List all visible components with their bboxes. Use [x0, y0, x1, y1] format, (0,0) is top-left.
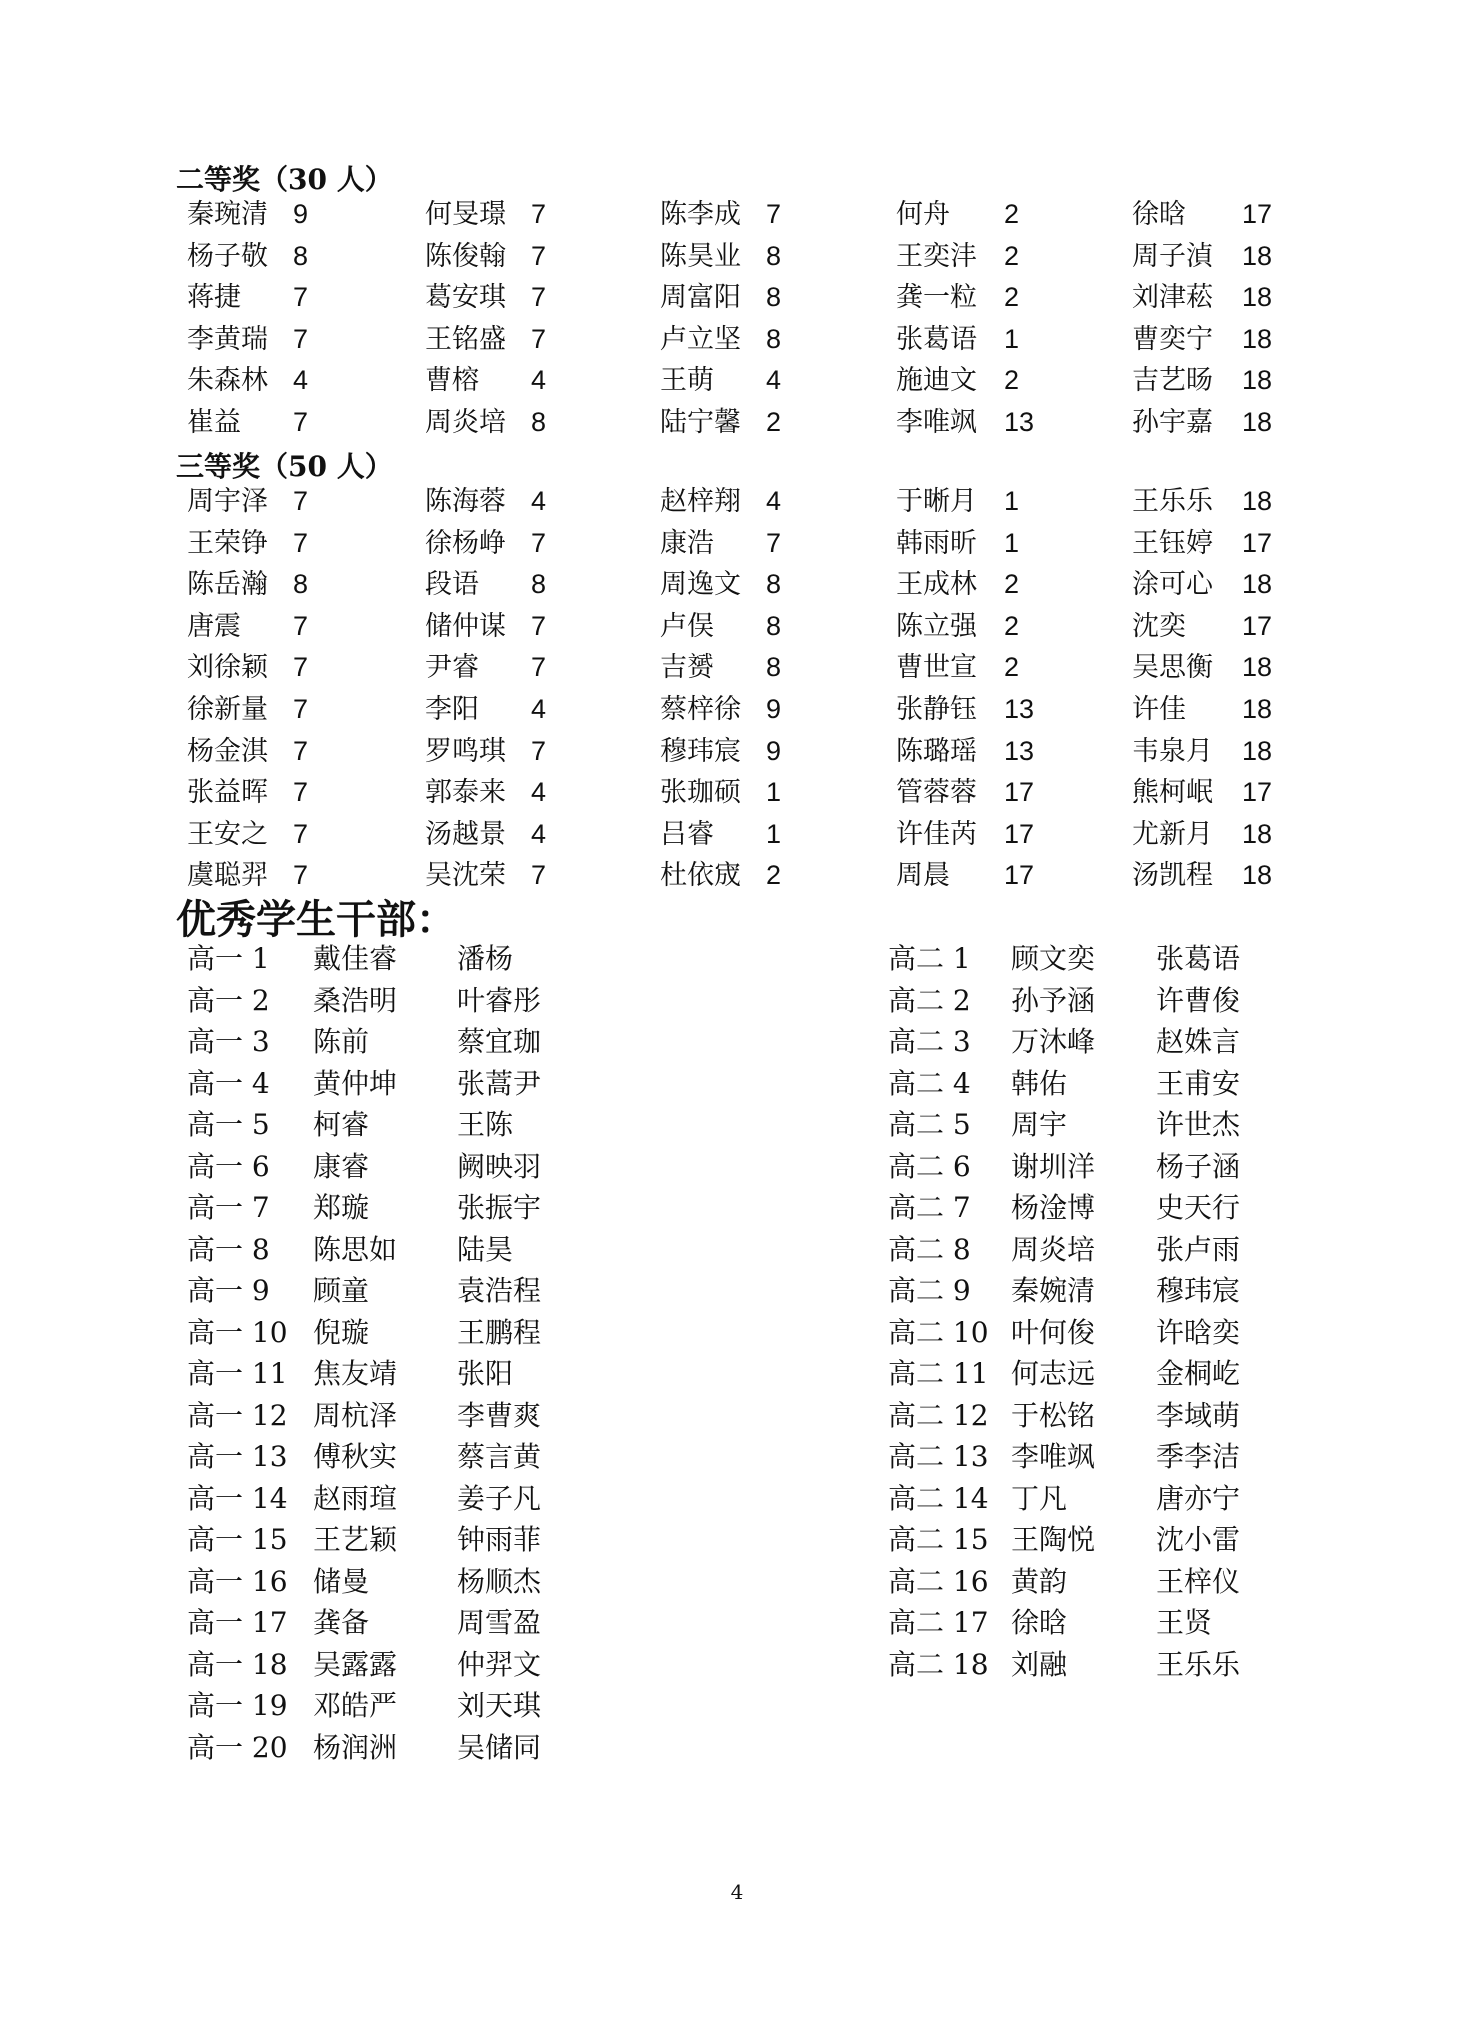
cadre-name: 张卢雨: [1156, 1232, 1241, 1266]
class-number: 7: [293, 486, 309, 516]
class-number: 7: [293, 693, 309, 724]
class-label: 高一 8: [187, 1232, 270, 1266]
student-name: 管蓉蓉: [896, 777, 977, 809]
class-number: 7: [293, 527, 309, 558]
student-name: 朱森林: [187, 365, 268, 397]
cadre-name: 王乐乐: [1156, 1647, 1241, 1681]
class-label: 高一 10: [187, 1315, 288, 1349]
cadre-name: 黄仲坤: [313, 1066, 398, 1100]
class-number: 18: [1242, 818, 1273, 849]
cadre-name: 吴露露: [313, 1647, 398, 1681]
student-name: 吴思衡: [1132, 652, 1213, 684]
class-number: 18: [1242, 406, 1273, 437]
cadre-name: 周雪盈: [457, 1606, 542, 1639]
student-name: 赵梓翔: [660, 486, 741, 517]
cadre-name: 陈前: [313, 1025, 370, 1058]
student-name: 何舟: [896, 199, 950, 230]
class-number: 13: [1004, 735, 1035, 766]
student-name: 曹世宣: [896, 652, 977, 684]
student-name: 吕睿: [660, 818, 714, 850]
cadre-name: 秦婉清: [1011, 1274, 1096, 1307]
class-number: 4: [531, 818, 547, 849]
class-label: 高一 9: [187, 1274, 270, 1307]
class-label: 高二 9: [888, 1274, 971, 1307]
class-number: 7: [293, 777, 309, 808]
class-number: 17: [1004, 860, 1035, 891]
class-number: 7: [293, 282, 309, 313]
class-number: 8: [293, 240, 309, 271]
student-name: 周逸文: [660, 569, 741, 601]
student-name: 周富阳: [660, 282, 741, 314]
class-number: 2: [1004, 610, 1020, 641]
class-number: 8: [766, 652, 782, 683]
student-name: 卢俣: [660, 610, 714, 642]
cadre-name: 唐亦宁: [1156, 1481, 1241, 1515]
cadre-name: 刘天琪: [457, 1689, 542, 1722]
cadre-name: 韩佑: [1011, 1066, 1068, 1100]
page-number: 4: [730, 1880, 744, 1904]
student-name: 尹睿: [425, 652, 479, 684]
student-name: 陈岳瀚: [187, 569, 268, 601]
cadre-name: 吴储同: [457, 1730, 542, 1764]
student-name: 王成林: [896, 569, 977, 601]
class-number: 18: [1242, 652, 1273, 683]
student-name: 徐杨峥: [425, 527, 506, 559]
student-name: 刘徐颖: [187, 652, 268, 684]
cadre-name: 许世杰: [1156, 1108, 1241, 1141]
cadre-name: 杨淦博: [1011, 1191, 1096, 1224]
student-name: 陈李成: [660, 199, 741, 230]
class-number: 13: [1004, 693, 1035, 724]
class-number: 4: [531, 486, 547, 516]
cadre-name: 钟雨菲: [457, 1523, 542, 1556]
class-label: 高一 18: [187, 1647, 288, 1681]
student-name: 陈俊翰: [425, 240, 506, 272]
class-number: 17: [1004, 818, 1035, 849]
student-name: 段语: [425, 569, 479, 601]
student-name: 杨金淇: [187, 735, 268, 767]
class-number: 8: [766, 569, 782, 600]
cadre-name: 桑浩明: [313, 983, 398, 1017]
student-name: 徐新量: [187, 693, 268, 725]
class-number: 7: [531, 652, 547, 683]
student-name: 杜依宬: [660, 860, 741, 892]
student-name: 卢立坚: [660, 323, 741, 355]
cadre-name: 叶睿彤: [457, 983, 542, 1017]
student-name: 涂可心: [1132, 569, 1213, 601]
student-name: 汤凯程: [1132, 860, 1213, 892]
class-number: 18: [1242, 323, 1273, 354]
cadre-name: 袁浩程: [457, 1274, 542, 1307]
student-name: 尤新月: [1132, 818, 1213, 850]
student-name: 王铭盛: [425, 323, 506, 355]
student-name: 陈昊业: [660, 240, 741, 272]
cadre-name: 周杭泽: [313, 1398, 398, 1432]
class-number: 9: [293, 199, 309, 229]
student-name: 曹榕: [425, 365, 479, 397]
class-label: 高一 16: [187, 1564, 288, 1598]
class-number: 1: [766, 818, 782, 849]
cadre-name: 史天行: [1156, 1191, 1241, 1224]
cadre-name: 王甫安: [1156, 1066, 1241, 1100]
class-number: 7: [531, 860, 547, 891]
class-label: 高一 5: [187, 1108, 270, 1141]
class-label: 高二 3: [888, 1025, 971, 1058]
class-number: 8: [531, 406, 547, 437]
class-number: 8: [293, 569, 309, 600]
class-number: 18: [1242, 240, 1273, 271]
cadre-name: 沈小雷: [1156, 1523, 1241, 1556]
class-label: 高二 6: [888, 1149, 971, 1183]
class-number: 7: [766, 527, 782, 558]
class-label: 高二 12: [888, 1398, 989, 1432]
class-number: 17: [1242, 199, 1273, 229]
cadre-name: 穆玮宸: [1156, 1274, 1241, 1307]
cadre-name: 柯睿: [313, 1108, 370, 1141]
cadre-name: 王贤: [1156, 1606, 1213, 1639]
cadre-name: 李曹爽: [457, 1398, 542, 1432]
student-name: 曹奕宁: [1132, 323, 1213, 355]
class-number: 7: [531, 282, 547, 313]
cadre-name: 王艺颖: [313, 1523, 398, 1556]
class-label: 高一 13: [187, 1440, 288, 1473]
class-number: 18: [1242, 693, 1273, 724]
class-label: 高二 13: [888, 1440, 989, 1473]
class-number: 4: [531, 693, 547, 724]
class-label: 高一 19: [187, 1689, 288, 1722]
class-number: 2: [1004, 199, 1020, 229]
student-name: 汤越景: [425, 818, 506, 850]
cadre-name: 何志远: [1011, 1357, 1096, 1390]
student-name: 蒋捷: [187, 282, 241, 314]
cadre-name: 姜子凡: [457, 1481, 542, 1515]
cadre-name: 陆昊: [457, 1232, 514, 1266]
class-number: 2: [1004, 569, 1020, 600]
student-name: 孙宇嘉: [1132, 406, 1213, 438]
student-name: 陈立强: [896, 610, 977, 642]
cadre-name: 许晗奕: [1156, 1315, 1241, 1349]
class-number: 7: [293, 406, 309, 437]
cadre-name: 周宇: [1011, 1108, 1068, 1141]
cadre-name: 李唯飒: [1011, 1440, 1096, 1473]
student-name: 沈奕: [1132, 610, 1186, 642]
student-name: 虞聪羿: [187, 860, 268, 892]
third-prize-heading: 三等奖（50 人）: [176, 450, 393, 483]
class-number: 7: [531, 735, 547, 766]
class-number: 18: [1242, 282, 1273, 313]
student-name: 秦琬清: [187, 199, 268, 230]
cadre-name: 陈思如: [313, 1232, 398, 1266]
cadre-name: 顾童: [313, 1274, 370, 1307]
class-label: 高二 18: [888, 1647, 989, 1681]
student-name: 李唯飒: [896, 406, 977, 438]
class-number: 7: [531, 199, 547, 229]
student-name: 唐震: [187, 610, 241, 642]
class-number: 7: [766, 199, 782, 229]
cadre-name: 孙予涵: [1011, 983, 1096, 1017]
class-number: 17: [1242, 777, 1273, 808]
class-number: 2: [1004, 652, 1020, 683]
class-label: 高二 1: [888, 942, 971, 975]
cadre-name: 倪璇: [313, 1315, 370, 1349]
class-number: 18: [1242, 735, 1273, 766]
student-name: 周子湞: [1132, 240, 1213, 272]
class-number: 7: [293, 818, 309, 849]
student-name: 李黄瑞: [187, 323, 268, 355]
class-number: 8: [766, 282, 782, 313]
cadre-name: 杨润洲: [313, 1730, 398, 1764]
student-name: 施迪文: [896, 365, 977, 397]
class-number: 17: [1004, 777, 1035, 808]
student-name: 王乐乐: [1132, 486, 1213, 517]
class-number: 7: [293, 735, 309, 766]
class-label: 高一 7: [187, 1191, 270, 1224]
student-name: 杨子敬: [187, 240, 268, 272]
class-number: 1: [1004, 527, 1020, 558]
cadre-name: 张阳: [457, 1357, 514, 1390]
student-name: 许佳: [1132, 693, 1186, 725]
cadre-name: 李域萌: [1156, 1398, 1241, 1432]
class-label: 高一 2: [187, 983, 270, 1017]
class-number: 4: [766, 486, 782, 516]
student-name: 王钰婷: [1132, 527, 1213, 559]
outstanding-cadres-heading: 优秀学生干部：: [176, 897, 456, 943]
cadre-name: 万沐峰: [1011, 1025, 1096, 1058]
student-name: 许佳芮: [896, 818, 977, 850]
student-name: 周宇泽: [187, 486, 268, 517]
cadre-name: 刘融: [1011, 1647, 1068, 1681]
student-name: 罗鸣琪: [425, 735, 506, 767]
class-label: 高一 6: [187, 1149, 270, 1183]
class-label: 高一 12: [187, 1398, 288, 1432]
cadre-name: 谢圳洋: [1011, 1149, 1096, 1183]
student-name: 韩雨昕: [896, 527, 977, 559]
cadre-name: 丁凡: [1011, 1481, 1068, 1515]
cadre-name: 储曼: [313, 1564, 370, 1598]
class-number: 9: [766, 693, 782, 724]
student-name: 郭泰来: [425, 777, 506, 809]
class-number: 1: [1004, 323, 1020, 354]
cadre-name: 王鹏程: [457, 1315, 542, 1349]
cadre-name: 杨子涵: [1156, 1149, 1241, 1183]
cadre-name: 王陈: [457, 1108, 514, 1141]
student-name: 吉赟: [660, 652, 714, 684]
cadre-name: 康睿: [313, 1149, 370, 1183]
cadre-name: 张振宇: [457, 1191, 542, 1224]
cadre-name: 潘杨: [457, 942, 514, 975]
student-name: 陆宁馨: [660, 406, 741, 438]
class-number: 8: [766, 323, 782, 354]
class-number: 18: [1242, 569, 1273, 600]
class-label: 高二 14: [888, 1481, 989, 1515]
student-name: 葛安琪: [425, 282, 506, 314]
class-number: 7: [531, 240, 547, 271]
class-number: 7: [531, 323, 547, 354]
class-label: 高二 4: [888, 1066, 971, 1100]
cadre-name: 于松铭: [1011, 1398, 1096, 1432]
second-prize-heading: 二等奖（30 人）: [176, 163, 393, 196]
class-label: 高二 5: [888, 1108, 971, 1141]
cadre-name: 顾文奕: [1011, 942, 1096, 975]
student-name: 储仲谋: [425, 610, 506, 642]
student-name: 吉艺旸: [1132, 365, 1213, 397]
class-number: 2: [1004, 282, 1020, 313]
cadre-name: 许曹俊: [1156, 983, 1241, 1017]
student-name: 崔益: [187, 406, 241, 438]
class-label: 高二 8: [888, 1232, 971, 1266]
class-number: 18: [1242, 365, 1273, 396]
class-number: 7: [293, 860, 309, 891]
cadre-name: 徐晗: [1011, 1606, 1068, 1639]
student-name: 穆玮宸: [660, 735, 741, 767]
class-number: 4: [531, 365, 547, 396]
student-name: 熊柯岷: [1132, 777, 1213, 809]
class-label: 高一 15: [187, 1523, 288, 1556]
class-number: 4: [293, 365, 309, 396]
class-label: 高一 4: [187, 1066, 270, 1100]
class-label: 高二 7: [888, 1191, 971, 1224]
student-name: 王奕沣: [896, 240, 977, 272]
student-name: 王萌: [660, 365, 714, 397]
class-label: 高一 3: [187, 1025, 270, 1058]
class-number: 2: [1004, 240, 1020, 271]
class-label: 高一 17: [187, 1606, 288, 1639]
student-name: 徐晗: [1132, 199, 1186, 230]
student-name: 陈海蓉: [425, 486, 506, 517]
student-name: 吴沈荣: [425, 860, 506, 892]
class-label: 高一 1: [187, 942, 270, 975]
student-name: 何旻璟: [425, 199, 506, 230]
class-number: 7: [531, 527, 547, 558]
cadre-name: 仲羿文: [457, 1647, 542, 1681]
class-label: 高二 2: [888, 983, 971, 1017]
cadre-name: 郑璇: [313, 1191, 370, 1224]
student-name: 周炎培: [425, 406, 506, 438]
cadre-name: 蔡宜珈: [457, 1025, 542, 1058]
cadre-name: 季李洁: [1156, 1440, 1241, 1473]
student-name: 陈璐瑶: [896, 735, 977, 767]
cadre-name: 蔡言黄: [457, 1440, 542, 1473]
cadre-name: 龚备: [313, 1606, 370, 1639]
cadre-name: 邓皓严: [313, 1689, 398, 1722]
class-number: 7: [531, 610, 547, 641]
class-number: 8: [766, 610, 782, 641]
student-name: 康浩: [660, 527, 714, 559]
cadre-name: 赵雨瑄: [313, 1481, 398, 1515]
cadre-name: 杨顺杰: [457, 1564, 542, 1598]
student-name: 张静钰: [896, 693, 977, 725]
class-number: 7: [293, 323, 309, 354]
student-name: 刘津菘: [1132, 282, 1213, 314]
class-number: 8: [766, 240, 782, 271]
class-number: 9: [766, 735, 782, 766]
class-label: 高二 16: [888, 1564, 989, 1598]
cadre-name: 金桐屹: [1156, 1357, 1241, 1390]
student-name: 李阳: [425, 693, 479, 725]
cadre-name: 阙映羽: [457, 1149, 542, 1183]
class-number: 1: [766, 777, 782, 808]
class-number: 18: [1242, 486, 1273, 516]
class-number: 1: [1004, 486, 1020, 516]
cadre-name: 戴佳睿: [313, 942, 398, 975]
cadre-name: 黄韵: [1011, 1564, 1068, 1598]
cadre-name: 王梓仪: [1156, 1564, 1241, 1598]
class-number: 2: [1004, 365, 1020, 396]
student-name: 张珈硕: [660, 777, 741, 809]
class-number: 7: [293, 610, 309, 641]
class-number: 2: [766, 406, 782, 437]
cadre-name: 焦友靖: [313, 1357, 398, 1390]
cadre-name: 傅秋实: [313, 1440, 398, 1473]
cadre-name: 叶何俊: [1011, 1315, 1096, 1349]
cadre-name: 张葛语: [1156, 942, 1241, 975]
student-name: 张益晖: [187, 777, 268, 809]
cadre-name: 周炎培: [1011, 1232, 1096, 1266]
class-number: 17: [1242, 527, 1273, 558]
cadre-name: 赵姝言: [1156, 1025, 1241, 1058]
student-name: 王安之: [187, 818, 268, 850]
class-number: 4: [766, 365, 782, 396]
class-label: 高二 17: [888, 1606, 989, 1639]
student-name: 王荣铮: [187, 527, 268, 559]
cadre-name: 王陶悦: [1011, 1523, 1096, 1556]
class-number: 2: [766, 860, 782, 891]
student-name: 蔡梓徐: [660, 693, 741, 725]
student-name: 张葛语: [896, 323, 977, 355]
class-label: 高二 15: [888, 1523, 989, 1556]
class-number: 18: [1242, 860, 1273, 891]
student-name: 龚一粒: [896, 282, 977, 314]
class-label: 高二 11: [888, 1357, 989, 1390]
class-number: 8: [531, 569, 547, 600]
class-number: 17: [1242, 610, 1273, 641]
student-name: 于晰月: [896, 486, 977, 517]
class-number: 4: [531, 777, 547, 808]
class-label: 高一 11: [187, 1357, 288, 1390]
student-name: 周晨: [896, 860, 950, 892]
class-number: 7: [293, 652, 309, 683]
cadre-name: 张蒿尹: [457, 1066, 542, 1100]
class-label: 高一 20: [187, 1730, 288, 1764]
class-number: 13: [1004, 406, 1035, 437]
class-label: 高二 10: [888, 1315, 989, 1349]
class-label: 高一 14: [187, 1481, 288, 1515]
student-name: 韦泉月: [1132, 735, 1213, 767]
